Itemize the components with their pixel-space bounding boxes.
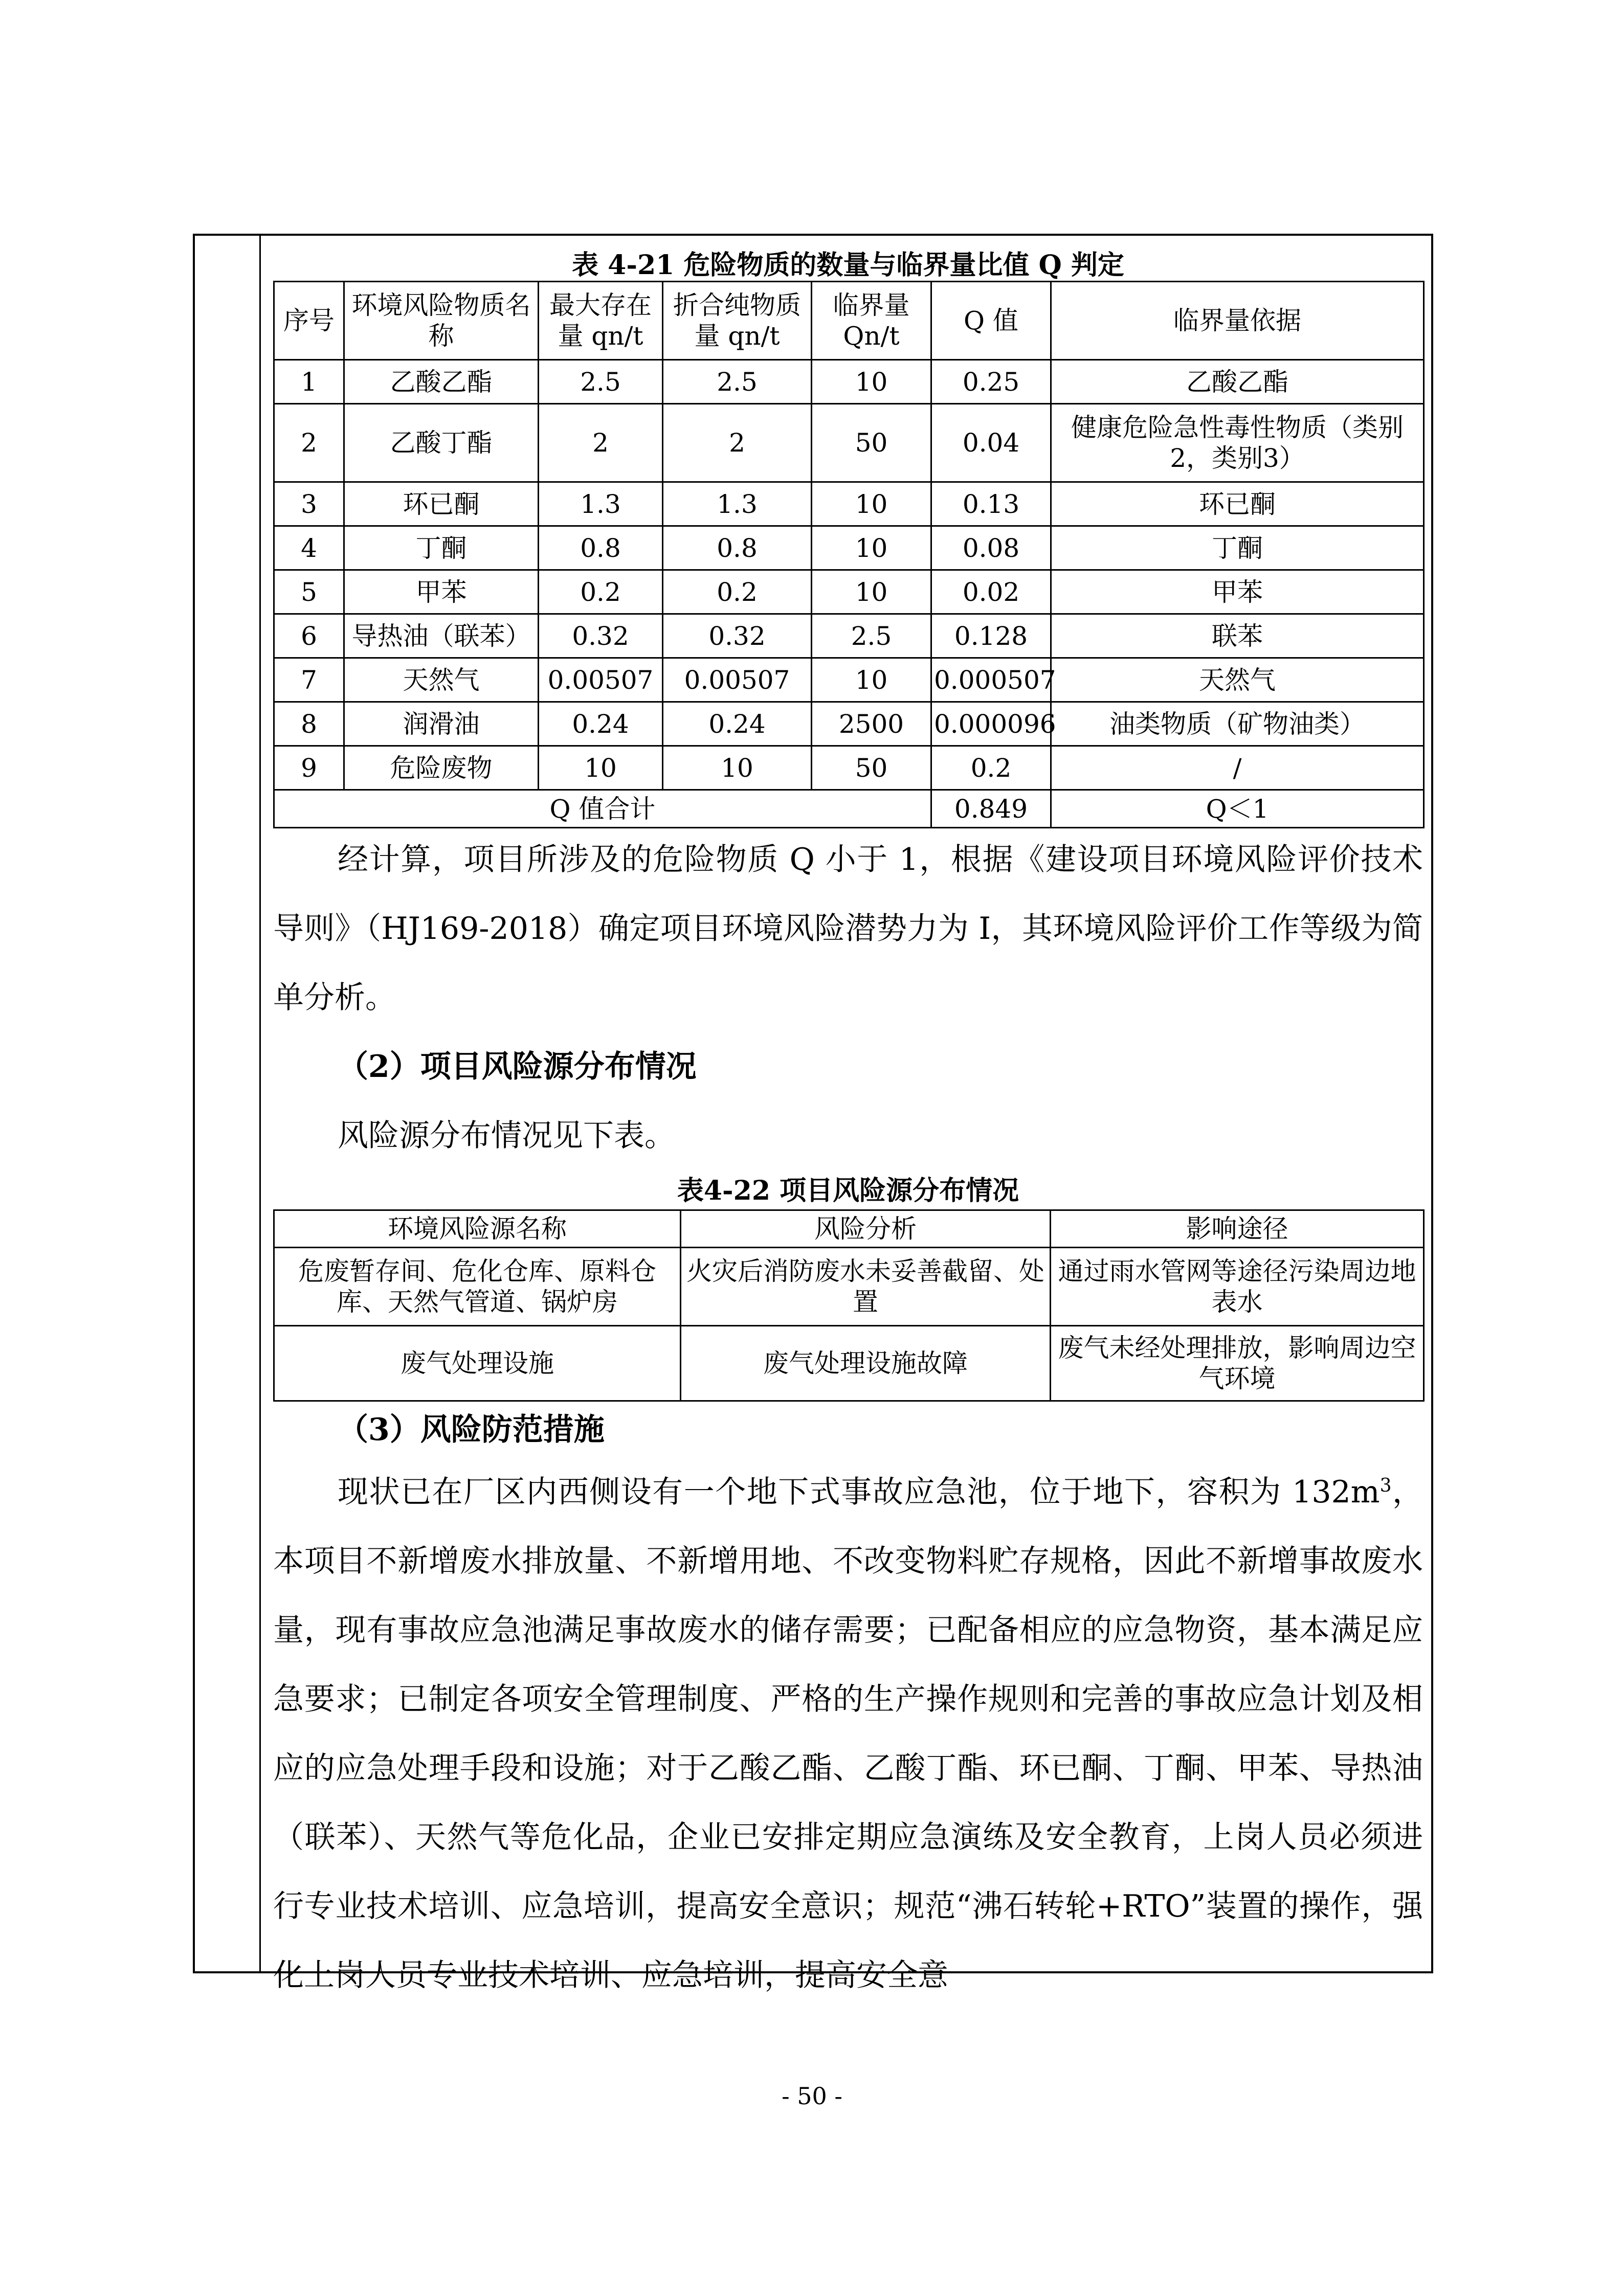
- total-basis: Q＜1: [1051, 790, 1424, 828]
- cell: 3: [274, 482, 344, 526]
- header-cell: 最大存在量 qn/t: [539, 282, 663, 360]
- cell: 天然气: [1051, 658, 1424, 702]
- header-cell: 折合纯物质量 qn/t: [663, 282, 812, 360]
- page-frame: [193, 234, 1433, 1993]
- header-cell: 影响途径: [1051, 1210, 1424, 1248]
- heading-risk-source: （2）项目风险源分布情况: [338, 1049, 697, 1085]
- cell: 2.5: [663, 360, 812, 404]
- cell: 甲苯: [344, 570, 539, 614]
- table-header-row: [274, 282, 1424, 360]
- cell: 2500: [812, 702, 931, 746]
- page-number: - 50 -: [782, 2082, 842, 2110]
- table-row: [274, 1248, 1424, 1326]
- cell: 10: [812, 658, 931, 702]
- cell: 2.5: [812, 614, 931, 658]
- cell: /: [1051, 746, 1424, 790]
- cell: 0.000096: [931, 702, 1051, 746]
- header-cell: 临界量依据: [1051, 282, 1424, 360]
- header-cell: Q 值: [931, 282, 1051, 360]
- table-header-row: [274, 1210, 1424, 1248]
- cell: 0.8: [663, 526, 812, 570]
- cell: 联苯: [1051, 614, 1424, 658]
- cell: 乙酸乙酯: [1051, 360, 1424, 404]
- table-row: [274, 658, 1424, 702]
- cell: 50: [812, 746, 931, 790]
- header-cell: 序号: [274, 282, 344, 360]
- table-row: [274, 702, 1424, 746]
- table-row: [274, 570, 1424, 614]
- cell: 0.24: [663, 702, 812, 746]
- cell: 油类物质（矿物油类）: [1051, 702, 1424, 746]
- cell: 1: [274, 360, 344, 404]
- cell: 丁酮: [1051, 526, 1424, 570]
- cell: 10: [539, 746, 663, 790]
- cell: 0.32: [663, 614, 812, 658]
- cell: 10: [812, 360, 931, 404]
- cell: 0.00507: [539, 658, 663, 702]
- cell: 废气处理设施: [274, 1326, 681, 1401]
- cell: 9: [274, 746, 344, 790]
- cell: 导热油（联苯）: [344, 614, 539, 658]
- cell: 10: [812, 526, 931, 570]
- cell: 7: [274, 658, 344, 702]
- table-row: [274, 614, 1424, 658]
- cell: 0.04: [931, 404, 1051, 482]
- total-label: Q 值合计: [274, 790, 931, 828]
- hazard-q-table: [273, 281, 1425, 828]
- total-value: 0.849: [931, 790, 1051, 828]
- frame-divider: [259, 236, 261, 1971]
- paragraph-part: ，本项目不新增废水排放量、不新增用地、不改变物料贮存规格，因此不新增事故废水量，现有事故应急池满足事故废水的储存需要；已配备相应的应急物资，基本满足应急要求；已制定各项安全管理制度、严格的生产操作规则和完善的事故应急计划及相应的应急处理手段和设施；对于乙酸乙酯、乙酸丁酯、环已酮、丁酮、甲苯、导热油（联苯）、天然气等危化品，企业已安排定期应急演练及安全教育，上岗人员必须进行专业技术培训、应急培训，提高安全意识；规范“沸石转轮+RTO”装置的操作，强化上岗人员专业技术培训、应急培训，提高安全意: [273, 1474, 1423, 1993]
- cell: 10: [812, 482, 931, 526]
- cell: 危险废物: [344, 746, 539, 790]
- cell: 5: [274, 570, 344, 614]
- cell: 润滑油: [344, 702, 539, 746]
- cell: 环已酮: [344, 482, 539, 526]
- cell: 0.08: [931, 526, 1051, 570]
- table-row: [274, 360, 1424, 404]
- cell: 0.24: [539, 702, 663, 746]
- cell: 火灾后消防废水未妥善截留、处置: [681, 1248, 1051, 1326]
- paragraph-part: 现状已在厂区内西侧设有一个地下式事故应急池，位于地下，容积为 132m: [338, 1474, 1380, 1510]
- superscript: 3: [1380, 1475, 1392, 1496]
- cell: 乙酸丁酯: [344, 404, 539, 482]
- paragraph-risk-source-intro: 风险源分布情况见下表。: [338, 1118, 675, 1154]
- table-row: [274, 482, 1424, 526]
- header-cell: 临界量 Qn/t: [812, 282, 931, 360]
- cell: 0.02: [931, 570, 1051, 614]
- table-row: [274, 746, 1424, 790]
- table-row: [274, 526, 1424, 570]
- content-column: [273, 236, 1423, 2010]
- cell: 2: [539, 404, 663, 482]
- table2-title: 表4-22 项目风险源分布情况: [677, 1175, 1019, 1206]
- header-cell: 风险分析: [681, 1210, 1051, 1248]
- cell: 0.000507: [931, 658, 1051, 702]
- cell: 0.13: [931, 482, 1051, 526]
- cell: 1.3: [663, 482, 812, 526]
- paragraph-risk-prevention: [273, 1458, 1423, 2010]
- cell: 10: [812, 570, 931, 614]
- cell: 2.5: [539, 360, 663, 404]
- table-row: [274, 1326, 1424, 1401]
- risk-source-table: [273, 1209, 1425, 1402]
- cell: 环已酮: [1051, 482, 1424, 526]
- cell: 0.00507: [663, 658, 812, 702]
- cell: 0.128: [931, 614, 1051, 658]
- cell: 10: [663, 746, 812, 790]
- cell: 2: [663, 404, 812, 482]
- cell: 6: [274, 614, 344, 658]
- heading-risk-prevention: （3）风险防范措施: [338, 1412, 605, 1448]
- cell: 甲苯: [1051, 570, 1424, 614]
- table-total-row: [274, 790, 1424, 828]
- cell: 丁酮: [344, 526, 539, 570]
- cell: 0.2: [539, 570, 663, 614]
- header-cell: 环境风险源名称: [274, 1210, 681, 1248]
- cell: 废气未经处理排放，影响周边空气环境: [1051, 1326, 1424, 1401]
- cell: 8: [274, 702, 344, 746]
- cell: 乙酸乙酯: [344, 360, 539, 404]
- table-row: [274, 404, 1424, 482]
- cell: 健康危险急性毒性物质（类别2，类别3）: [1051, 404, 1424, 482]
- cell: 废气处理设施故障: [681, 1326, 1051, 1401]
- cell: 危废暂存间、危化仓库、原料仓库、天然气管道、锅炉房: [274, 1248, 681, 1326]
- table1-title: 表 4-21 危险物质的数量与临界量比值 Q 判定: [572, 250, 1124, 281]
- cell: 0.2: [663, 570, 812, 614]
- cell: 4: [274, 526, 344, 570]
- cell: 0.25: [931, 360, 1051, 404]
- header-cell: 环境风险物质名称: [344, 282, 539, 360]
- cell: 1.3: [539, 482, 663, 526]
- cell: 0.8: [539, 526, 663, 570]
- cell: 天然气: [344, 658, 539, 702]
- cell: 0.2: [931, 746, 1051, 790]
- cell: 0.32: [539, 614, 663, 658]
- cell: 通过雨水管网等途径污染周边地表水: [1051, 1248, 1424, 1326]
- paragraph-q-conclusion: 经计算，项目所涉及的危险物质 Q 小于 1，根据《建设项目环境风险评价技术导则》（HJ169-2018）确定项目环境风险潜势力为 I，其环境风险评价工作等级为简单分析。: [273, 842, 1423, 1016]
- cell: 50: [812, 404, 931, 482]
- cell: 2: [274, 404, 344, 482]
